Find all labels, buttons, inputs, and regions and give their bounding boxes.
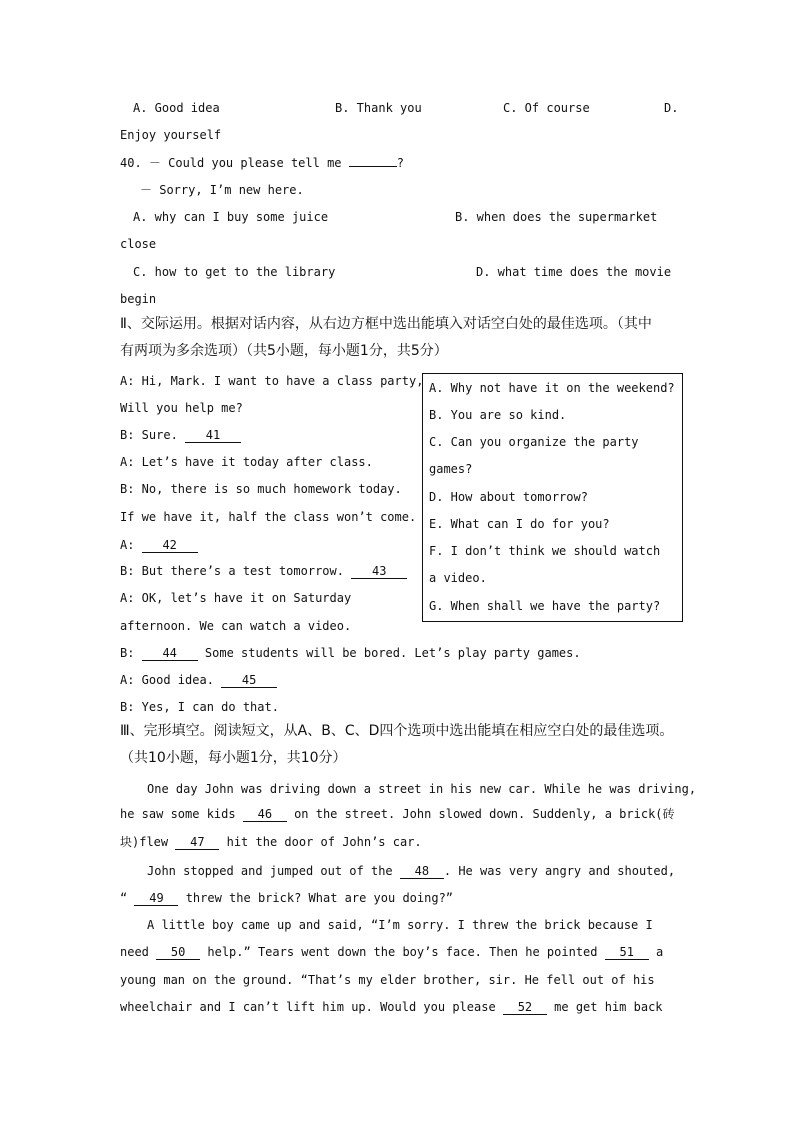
passage-p3-line4-a: wheelchair and I can’t lift him up. Would you please [120,1000,496,1014]
passage-p2-line1-b: . He was very angry and shouted, [443,864,676,878]
section-2-heading-line1: Ⅱ、交际运用。根据对话内容，从右边方框中选出能填入对话空白处的最佳选项。（其中 [120,316,652,332]
dialog-line-5: B: No, there is so much homework today. [120,482,402,496]
passage-p3-line3: young man on the ground. “That’s my elder brother, sir. He fell out of his [120,973,655,987]
section-3-heading-line2: （共10小题，每小题1分，共10分） [120,750,347,766]
passage-p1-line1: One day John was driving down a street in his new car. While he was driving, [147,782,697,796]
q40-question [120,155,404,171]
q40-question-mark: ? [396,156,404,170]
dialog-line-4: A: Let’s have it today after class. [120,455,373,469]
blank-42: 42 [142,539,198,553]
option-c: C. Can you organize the party [429,435,639,449]
q40-option-d-continued: begin [120,292,157,306]
dialog-line-6: If we have it, half the class won’t come. [120,510,417,524]
dialog-line-13: B: Yes, I can do that. [120,700,279,714]
q40-option-c: C. how to get to the library [133,265,336,279]
dialog-line-2: Will you help me? [120,401,243,415]
passage-p2-line2 [120,890,453,906]
q40-option-d: D. what time does the movie [476,265,672,279]
blank-41: 41 [185,429,241,443]
q39-option-a: A. Good idea [133,101,220,115]
dialog-line-8-text: B: But there’s a test tomorrow. [120,564,344,578]
option-g: G. When shall we have the party? [429,599,661,613]
dialog-line-7 [120,537,198,553]
dialog-line-1: A: Hi, Mark. I want to have a class party, [120,374,424,388]
q40-option-b-continued: close [120,237,157,251]
option-a: A. Why not have it on the weekend? [429,381,675,395]
blank-50: 50 [156,946,200,960]
passage-p3-line2-c: a [655,945,664,959]
dialog-line-9: A: OK, let’s have it on Saturday [120,591,352,605]
option-f-continued: a video. [429,571,487,585]
passage-p2-line1-a: John stopped and jumped out of the [147,864,393,878]
passage-p3-line4 [120,999,663,1015]
dialog-line-11-suffix: Some students will be bored. Let’s play party games. [204,646,581,660]
dialog-line-7-text: A: [120,538,135,552]
blank-43: 43 [351,565,407,579]
blank-48: 48 [400,865,444,879]
section-2-heading-line2: 有两项为多余选项）（共5小题，每小题1分，共5分） [120,343,448,359]
passage-p1-line2-b: on the street. John slowed down. Suddenly, a brick(砖 [294,807,675,821]
q40-blank [349,166,397,167]
passage-p1-line3-b: hit the door of John’s car. [226,835,422,849]
dialog-line-3-text: B: Sure. [120,428,178,442]
passage-p1-line3-a: 块)flew [120,835,169,849]
passage-p3-line2-b: help.” Tears went down the boy’s face. Then he pointed [207,945,598,959]
blank-44: 44 [142,647,198,661]
q39-option-c: C. Of course [503,101,590,115]
option-f: F. I don’t think we should watch [429,544,661,558]
dialog-line-12 [120,672,277,688]
dialog-line-3 [120,427,241,443]
passage-p3-line4-b: me get him back [554,1000,663,1014]
blank-52: 52 [503,1001,547,1015]
passage-p3-line2 [120,944,663,960]
blank-47: 47 [175,836,219,850]
option-b: B. You are so kind. [429,408,567,422]
q40-response: － Sorry, I’m new here. [140,183,304,197]
blank-49: 49 [134,892,178,906]
passage-p1-line2-a: he saw some kids [120,807,236,821]
dialog-line-11-prefix: B: [120,646,135,660]
blank-51: 51 [605,946,649,960]
dialog-line-8 [120,563,407,579]
section-3-heading-line1: Ⅲ、完形填空。阅读短文，从A、B、C、D四个选项中选出能填在相应空白处的最佳选项。 [120,723,674,739]
q40-option-a: A. why can I buy some juice [133,210,329,224]
passage-p3-line1: A little boy came up and said, “I’m sorry. I threw the brick because I [147,918,653,932]
q40-option-b: B. when does the supermarket [455,210,658,224]
q39-option-d-continued: Enjoy yourself [120,128,222,142]
passage-p2-line2-b: threw the brick? What are you doing?” [185,891,454,905]
q39-option-b: B. Thank you [335,101,422,115]
dialog-line-12-text: A: Good idea. [120,673,214,687]
dialog-line-10: afternoon. We can watch a video. [120,619,352,633]
option-d: D. How about tomorrow? [429,490,588,504]
passage-p1-line3 [120,834,422,850]
passage-p2-line2-a: “ [120,891,128,905]
blank-46: 46 [243,808,287,822]
option-c-continued: games? [429,462,473,476]
q40-question-text: 40. － Could you please tell me [120,156,342,170]
dialog-line-11 [120,645,581,661]
passage-p1-line2 [120,806,675,822]
passage-p2-line1 [147,863,675,879]
passage-p3-line2-a: need [120,945,149,959]
option-e: E. What can I do for you? [429,517,610,531]
q39-option-d: D. [664,101,679,115]
blank-45: 45 [221,674,277,688]
